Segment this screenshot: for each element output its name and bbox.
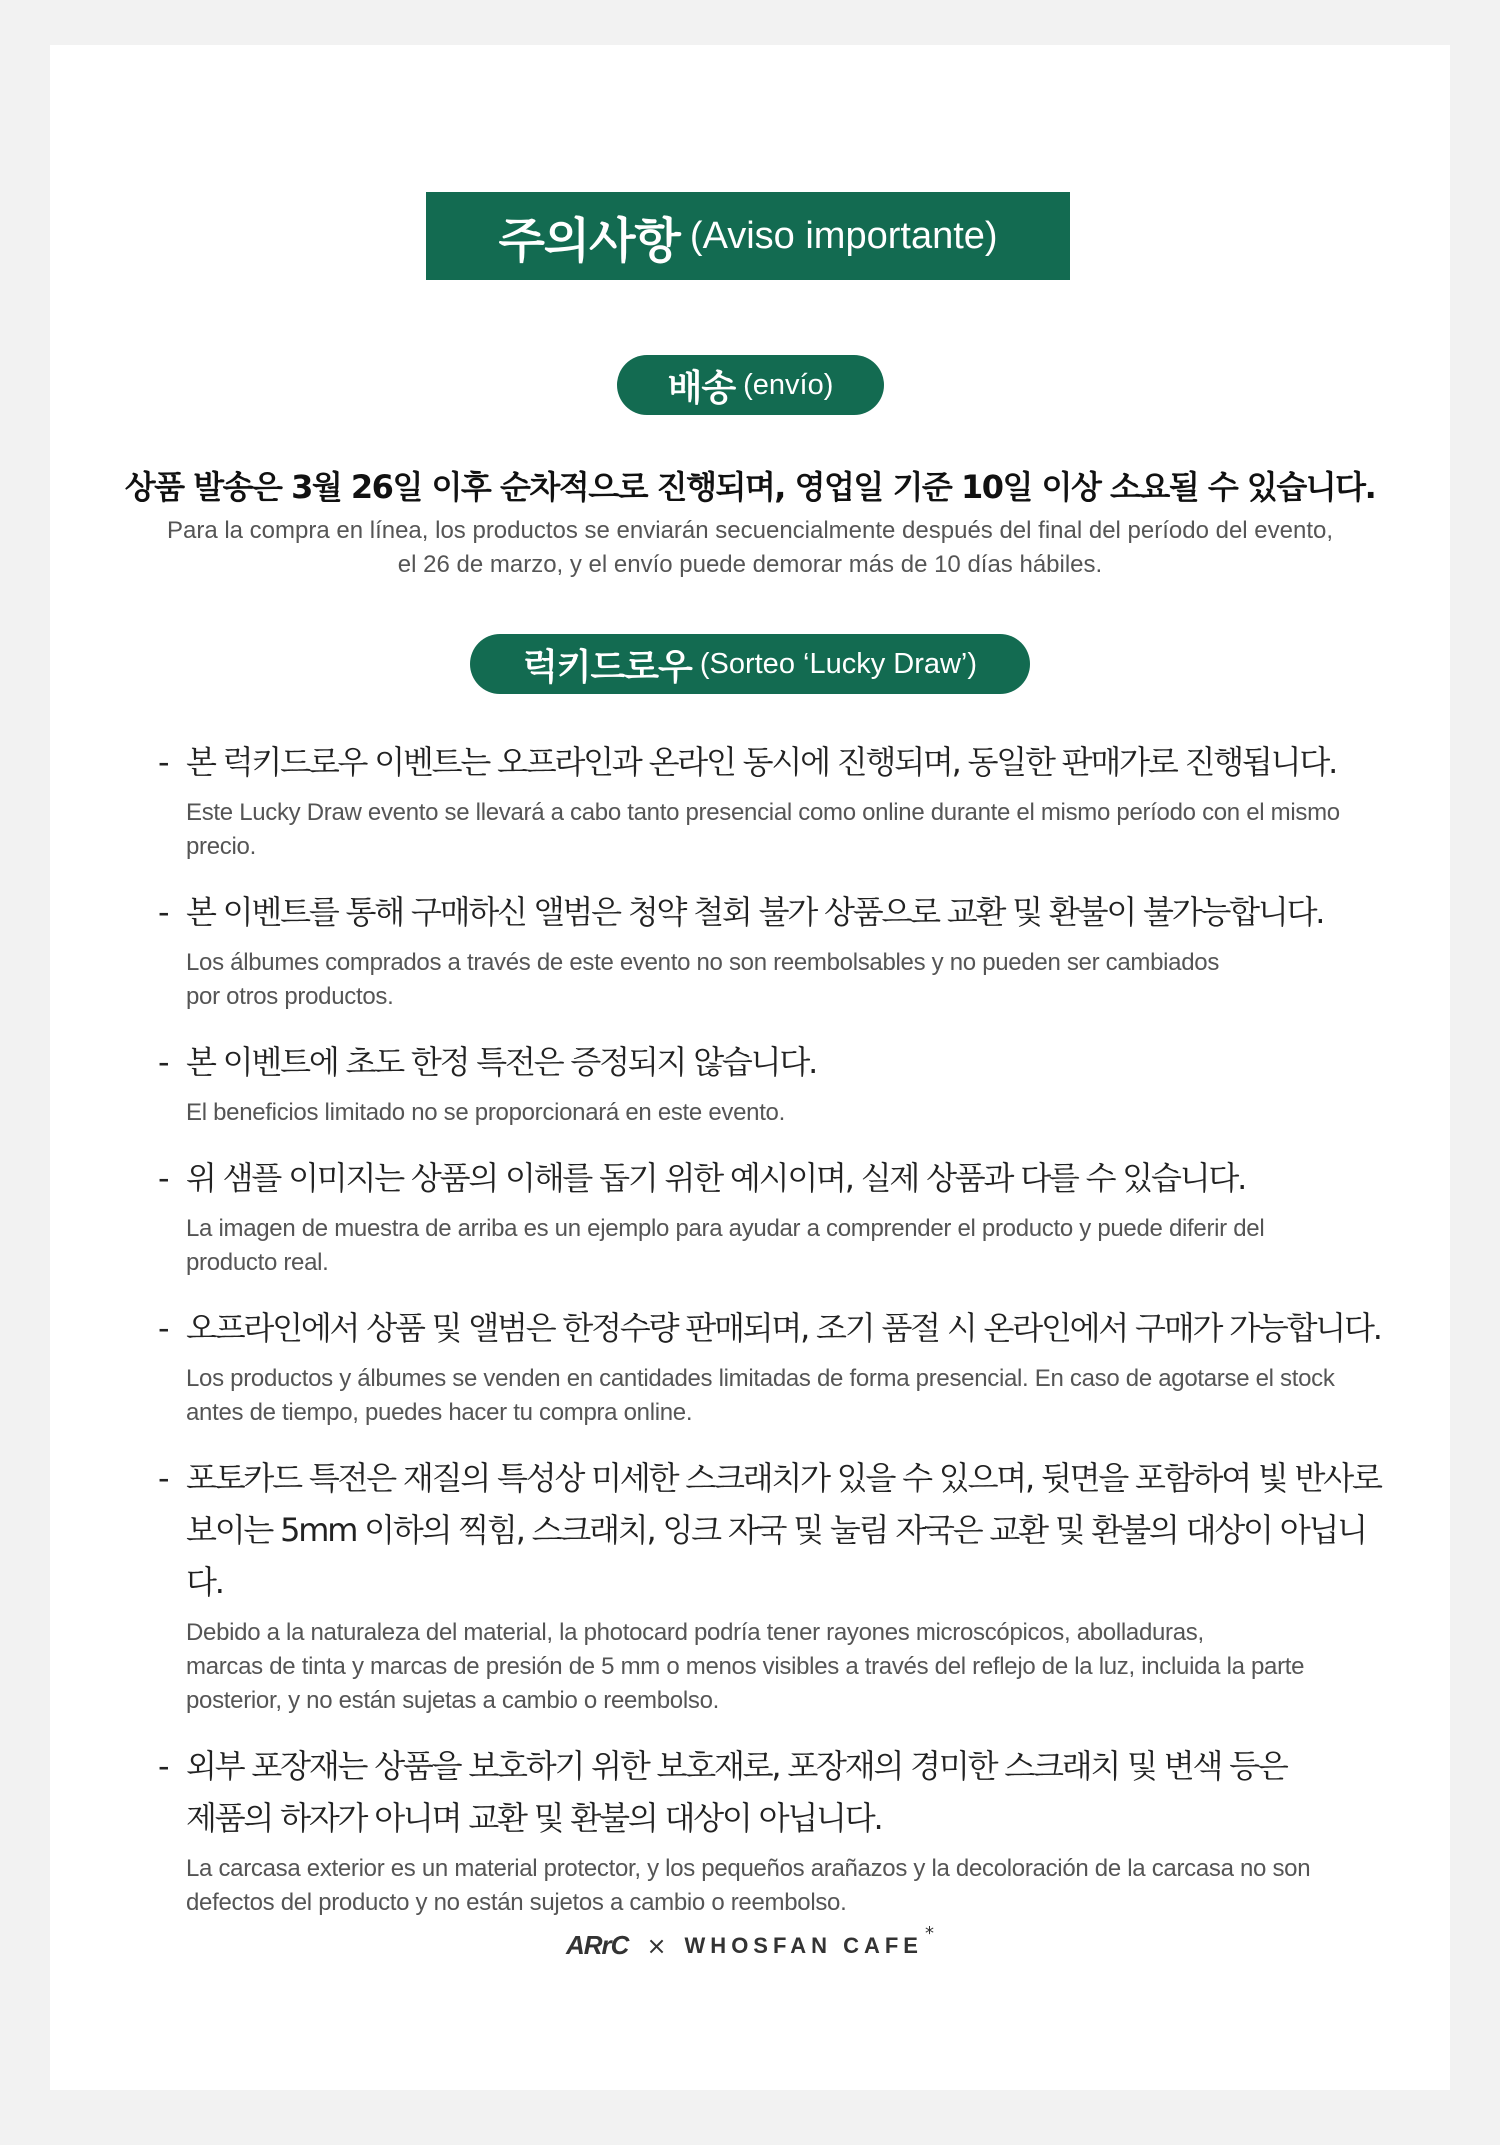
shipping-heading [617, 355, 884, 415]
notice-text-ko [186, 1152, 1398, 1204]
notice-text-es [186, 796, 1398, 864]
notice-bullet: - [158, 1159, 170, 1197]
notice-text-es [186, 1212, 1398, 1280]
shipping-text-ko: 상품 발송은 3월 26일 이후 순차적으로 진행되며, 영업일 기준 10일 이상 소요될 수 있습니다. [124, 468, 1376, 506]
shipping-heading-es: (envío) [743, 368, 834, 401]
star-icon: * [925, 1923, 934, 1944]
page-title-ko: 주의사항 [498, 212, 680, 269]
notice-text-ko [186, 1452, 1398, 1608]
notice-item [158, 1452, 1398, 1718]
arrc-logo: ARrC [565, 1930, 629, 1960]
notice-text-es [186, 1362, 1398, 1430]
lucky-draw-heading [470, 634, 1030, 694]
whosfan-cafe-logo: WHOSFAN CAFE [684, 1932, 923, 1958]
page-title-es: (Aviso importante) [689, 214, 998, 257]
notice-text-ko-line: 본 럭키드로우 이벤트는 오프라인과 온라인 동시에 진행되며, 동일한 판매가로 진행됩니다. [186, 743, 1337, 781]
notice-item [158, 886, 1398, 1014]
page-title [426, 192, 1070, 280]
notice-text-es-line: El beneficios limitado no se proporcionará en este evento. [186, 1099, 785, 1126]
notice-text-ko-line: 보이는 5mm 이하의 찍힘, 스크래치, 잉크 자국 및 눌림 자국은 교환 및 환불의 대상이 아닙니다. [186, 1511, 1366, 1601]
notice-text-es [186, 1852, 1398, 1920]
notice-text-ko-line: 본 이벤트를 통해 구매하신 앨범은 청약 철회 불가 상품으로 교환 및 환불이 불가능합니다. [186, 893, 1324, 931]
notice-text-ko [186, 1740, 1398, 1844]
notice-text-es-line: Los productos y álbumes se venden en cantidades limitadas de forma presencial. En caso de agotarse el stock [186, 1365, 1335, 1392]
notice-text-es-line: Los álbumes comprados a través de este evento no son reembolsables y no pueden ser cambiados [186, 949, 1220, 976]
notice-text-es-line: marcas de tinta y marcas de presión de 5 mm o menos visibles a través del reflejo de la luz, incluida la parte [186, 1653, 1305, 1680]
notice-text-ko-line: 오프라인에서 상품 및 앨범은 한정수량 판매되며, 조기 품절 시 온라인에서 구매가 가능합니다. [186, 1309, 1381, 1347]
notice-text-ko [186, 1302, 1398, 1354]
notice-text-ko-line: 본 이벤트에 초도 한정 특전은 증정되지 않습니다. [186, 1043, 817, 1081]
notice-list [158, 736, 1398, 1942]
notice-text-ko [186, 736, 1398, 788]
footer-logos [0, 1923, 1500, 1961]
notice-item [158, 1152, 1398, 1280]
notice-text-es [186, 946, 1398, 1014]
notice-text-es [186, 1096, 1398, 1130]
notice-text-es-line: La imagen de muestra de arriba es un ejemplo para ayudar a comprender el producto y puede diferir del [186, 1215, 1265, 1242]
notice-item [158, 1740, 1398, 1920]
shipping-text-es-line: el 26 de marzo, y el envío puede demorar más de 10 días hábiles. [397, 551, 1103, 578]
notice-text-es-line: posterior, y no están sujetas a cambio o reembolso. [186, 1687, 719, 1714]
shipping-text-es-line: Para la compra en línea, los productos se enviarán secuencialmente después del final del período del evento, [166, 517, 1334, 544]
notice-bullet: - [158, 1459, 170, 1497]
notice-bullet: - [158, 743, 170, 781]
notice-text-ko-line: 위 샘플 이미지는 상품의 이해를 돕기 위한 예시이며, 실제 상품과 다를 수 있습니다. [186, 1159, 1246, 1197]
lucky-draw-heading-es: (Sorteo ‘Lucky Draw’) [699, 647, 978, 680]
notice-item [158, 1036, 1398, 1130]
notice-item [158, 1302, 1398, 1430]
shipping-text-es [0, 514, 1500, 582]
notice-text-es-line: antes de tiempo, puedes hacer tu compra online. [186, 1399, 693, 1426]
notice-text-es-line: Debido a la naturaleza del material, la photocard podría tener rayones microscópicos, abolladuras, [186, 1619, 1204, 1646]
notice-text-ko-line: 포토카드 특전은 재질의 특성상 미세한 스크래치가 있을 수 있으며, 뒷면을 포함하여 빛 반사로 [186, 1459, 1381, 1497]
notice-bullet: - [158, 1747, 170, 1785]
notice-text-ko [186, 1036, 1398, 1088]
notice-text-es [186, 1616, 1398, 1718]
notice-text-ko-line: 외부 포장재는 상품을 보호하기 위한 보호재로, 포장재의 경미한 스크래치 및 변색 등은 [186, 1747, 1287, 1785]
notice-text-es-line: defectos del producto y no están sujetos a cambio o reembolso. [186, 1889, 847, 1916]
shipping-heading-ko: 배송 [667, 367, 736, 409]
notice-bullet: - [158, 1043, 170, 1081]
notice-text-ko [186, 886, 1398, 938]
notice-bullet: - [158, 1309, 170, 1347]
notice-text-es-line: por otros productos. [186, 983, 394, 1010]
collab-times-icon: × [646, 1931, 667, 1960]
notice-text-ko-line: 제품의 하자가 아니며 교환 및 환불의 대상이 아닙니다. [186, 1799, 882, 1837]
lucky-draw-heading-ko: 럭키드로우 [522, 646, 692, 688]
notice-bullet: - [158, 893, 170, 931]
notice-text-es-line: Este Lucky Draw evento se llevará a cabo tanto presencial como online durante el mismo período con el mismo precio. [186, 799, 1340, 860]
notice-text-es-line: producto real. [186, 1249, 329, 1276]
notice-item [158, 736, 1398, 864]
notice-text-es-line: La carcasa exterior es un material protector, y los pequeños arañazos y la decoloración de la carcasa no son [186, 1855, 1311, 1882]
